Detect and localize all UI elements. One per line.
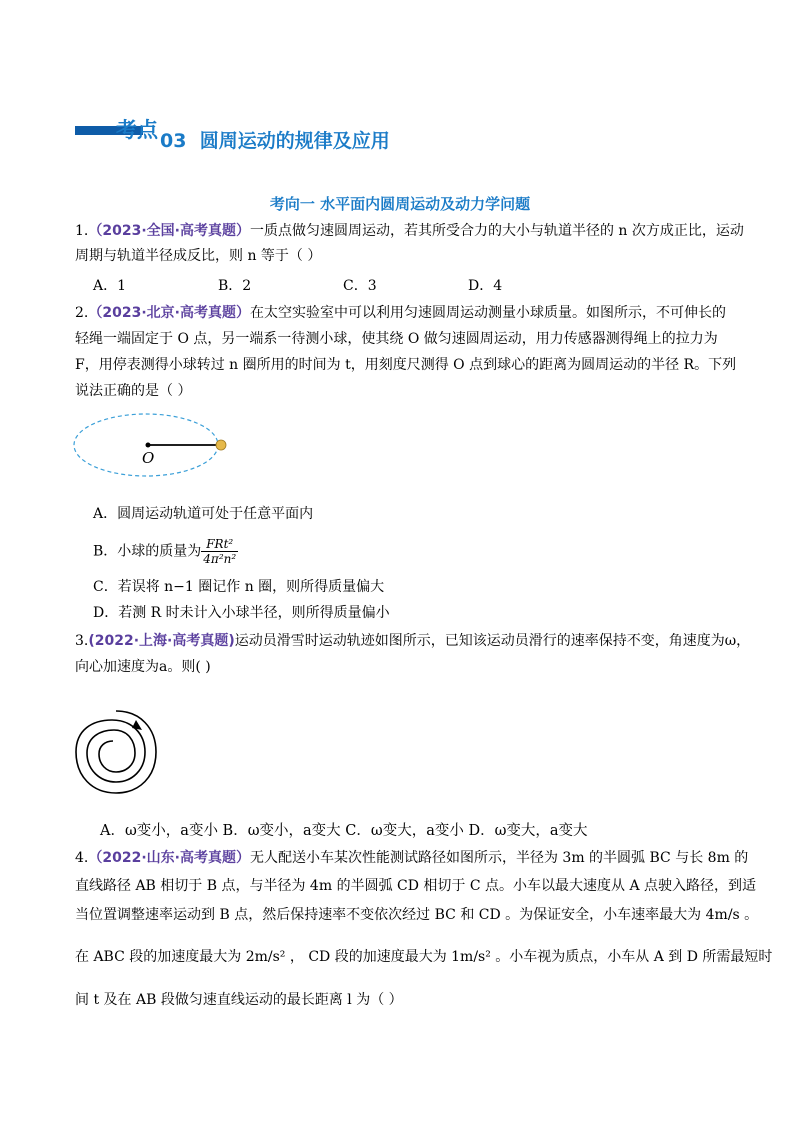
q4-line2: 直线路径 AB 相切于 B 点，与半径为 4m 的半圆弧 CD 相切于 C 点。小车以最大速度从 A 点驶入路径，到适 [75, 878, 757, 894]
section-title: 考向一 水平面内圆周运动及动力学问题 [269, 195, 531, 213]
q1-option-b: B．2 [218, 278, 252, 294]
arrowhead-icon [132, 720, 142, 730]
topic-label: 考点 [116, 117, 158, 142]
q2-line2: 轻绳一端固定于 O 点，另一端系一待测小球，使其绕 O 做匀速圆周运动，用力传感器测得绳上的拉力为 [75, 331, 718, 347]
q2-option-d: D．若测 R 时未计入小球半径，则所得质量偏小 [93, 605, 390, 621]
ball [216, 440, 226, 450]
q4-line3: 当位置调整速率运动到 B 点，然后保持速率不变依次经过 BC 和 CD 。为保证安全，小车速率最大为 4m/s 。 [75, 907, 759, 923]
q2-line4: 说法正确的是（ ） [75, 383, 192, 399]
q4-line4: 在 ABC 段的加速度最大为 2m/s² ， CD 段的加速度最大为 1m/s² 。小车视为质点，小车从 A 到 D 所需最短时 [75, 949, 773, 965]
q2-option-c: C．若误将 n−1 圈记作 n 圈，则所得质量偏大 [93, 579, 385, 595]
q3-options: A．ω变小，a变小 B．ω变小，a变大 C．ω变大，a变小 D．ω变大，a变大 [100, 823, 588, 839]
q2-orbit-figure [70, 410, 240, 480]
q4-line1: 4.（2022·山东·高考真题）无人配送小车某次性能测试路径如图所示，半径为 3m 的半圆弧 BC 与长 8m 的 [75, 850, 749, 866]
q2-option-a: A．圆周运动轨道可处于任意平面内 [93, 506, 314, 522]
q1-line2: 周期与轨道半径成反比，则 n 等于（ ） [75, 248, 322, 264]
q1-option-d: D．4 [468, 278, 503, 294]
mass-fraction: $\frac{\text{FRt²}}{\text{4π²n²}}$ [203, 537, 237, 566]
q4-line5: 间 t 及在 AB 段做匀速直线运动的最长距离 l 为（ ） [75, 992, 403, 1008]
q3-line2: 向心加速度为a。则( ) [75, 659, 211, 675]
page-title: 03 圆周运动的规律及应用 [160, 130, 390, 152]
q2-line3: F，用停表测得小球转过 n 圈所用的时间为 t，用刻度尺测得 O 点到球心的距离为圆周运动的半径 R。下列 [75, 357, 737, 373]
q3-spiral-figure [72, 708, 162, 798]
center-label-o: O [142, 449, 155, 467]
q2-line1: 2.（2023·北京·高考真题）在太空实验室中可以利用匀速圆周运动测量小球质量。如图所示，不可伸长的 [75, 305, 726, 321]
q3-line1: 3.(2022·上海·高考真题)运动员滑雪时运动轨迹如图所示，已知该运动员滑行的速率保持不变，角速度为ω， [75, 633, 751, 649]
q1-line1: 1.（2023·全国·高考真题）一质点做匀速圆周运动，若其所受合力的大小与轨道半径的 n 次方成正比，运动 [75, 223, 744, 239]
q2-option-b: B．小球的质量为 $\frac{\text{FRt²}}{\text{4π²n²}}$ [93, 537, 237, 566]
spiral-path [76, 711, 156, 793]
q1-option-a: A．1 [93, 278, 127, 294]
q1-option-c: C．3 [343, 278, 377, 294]
